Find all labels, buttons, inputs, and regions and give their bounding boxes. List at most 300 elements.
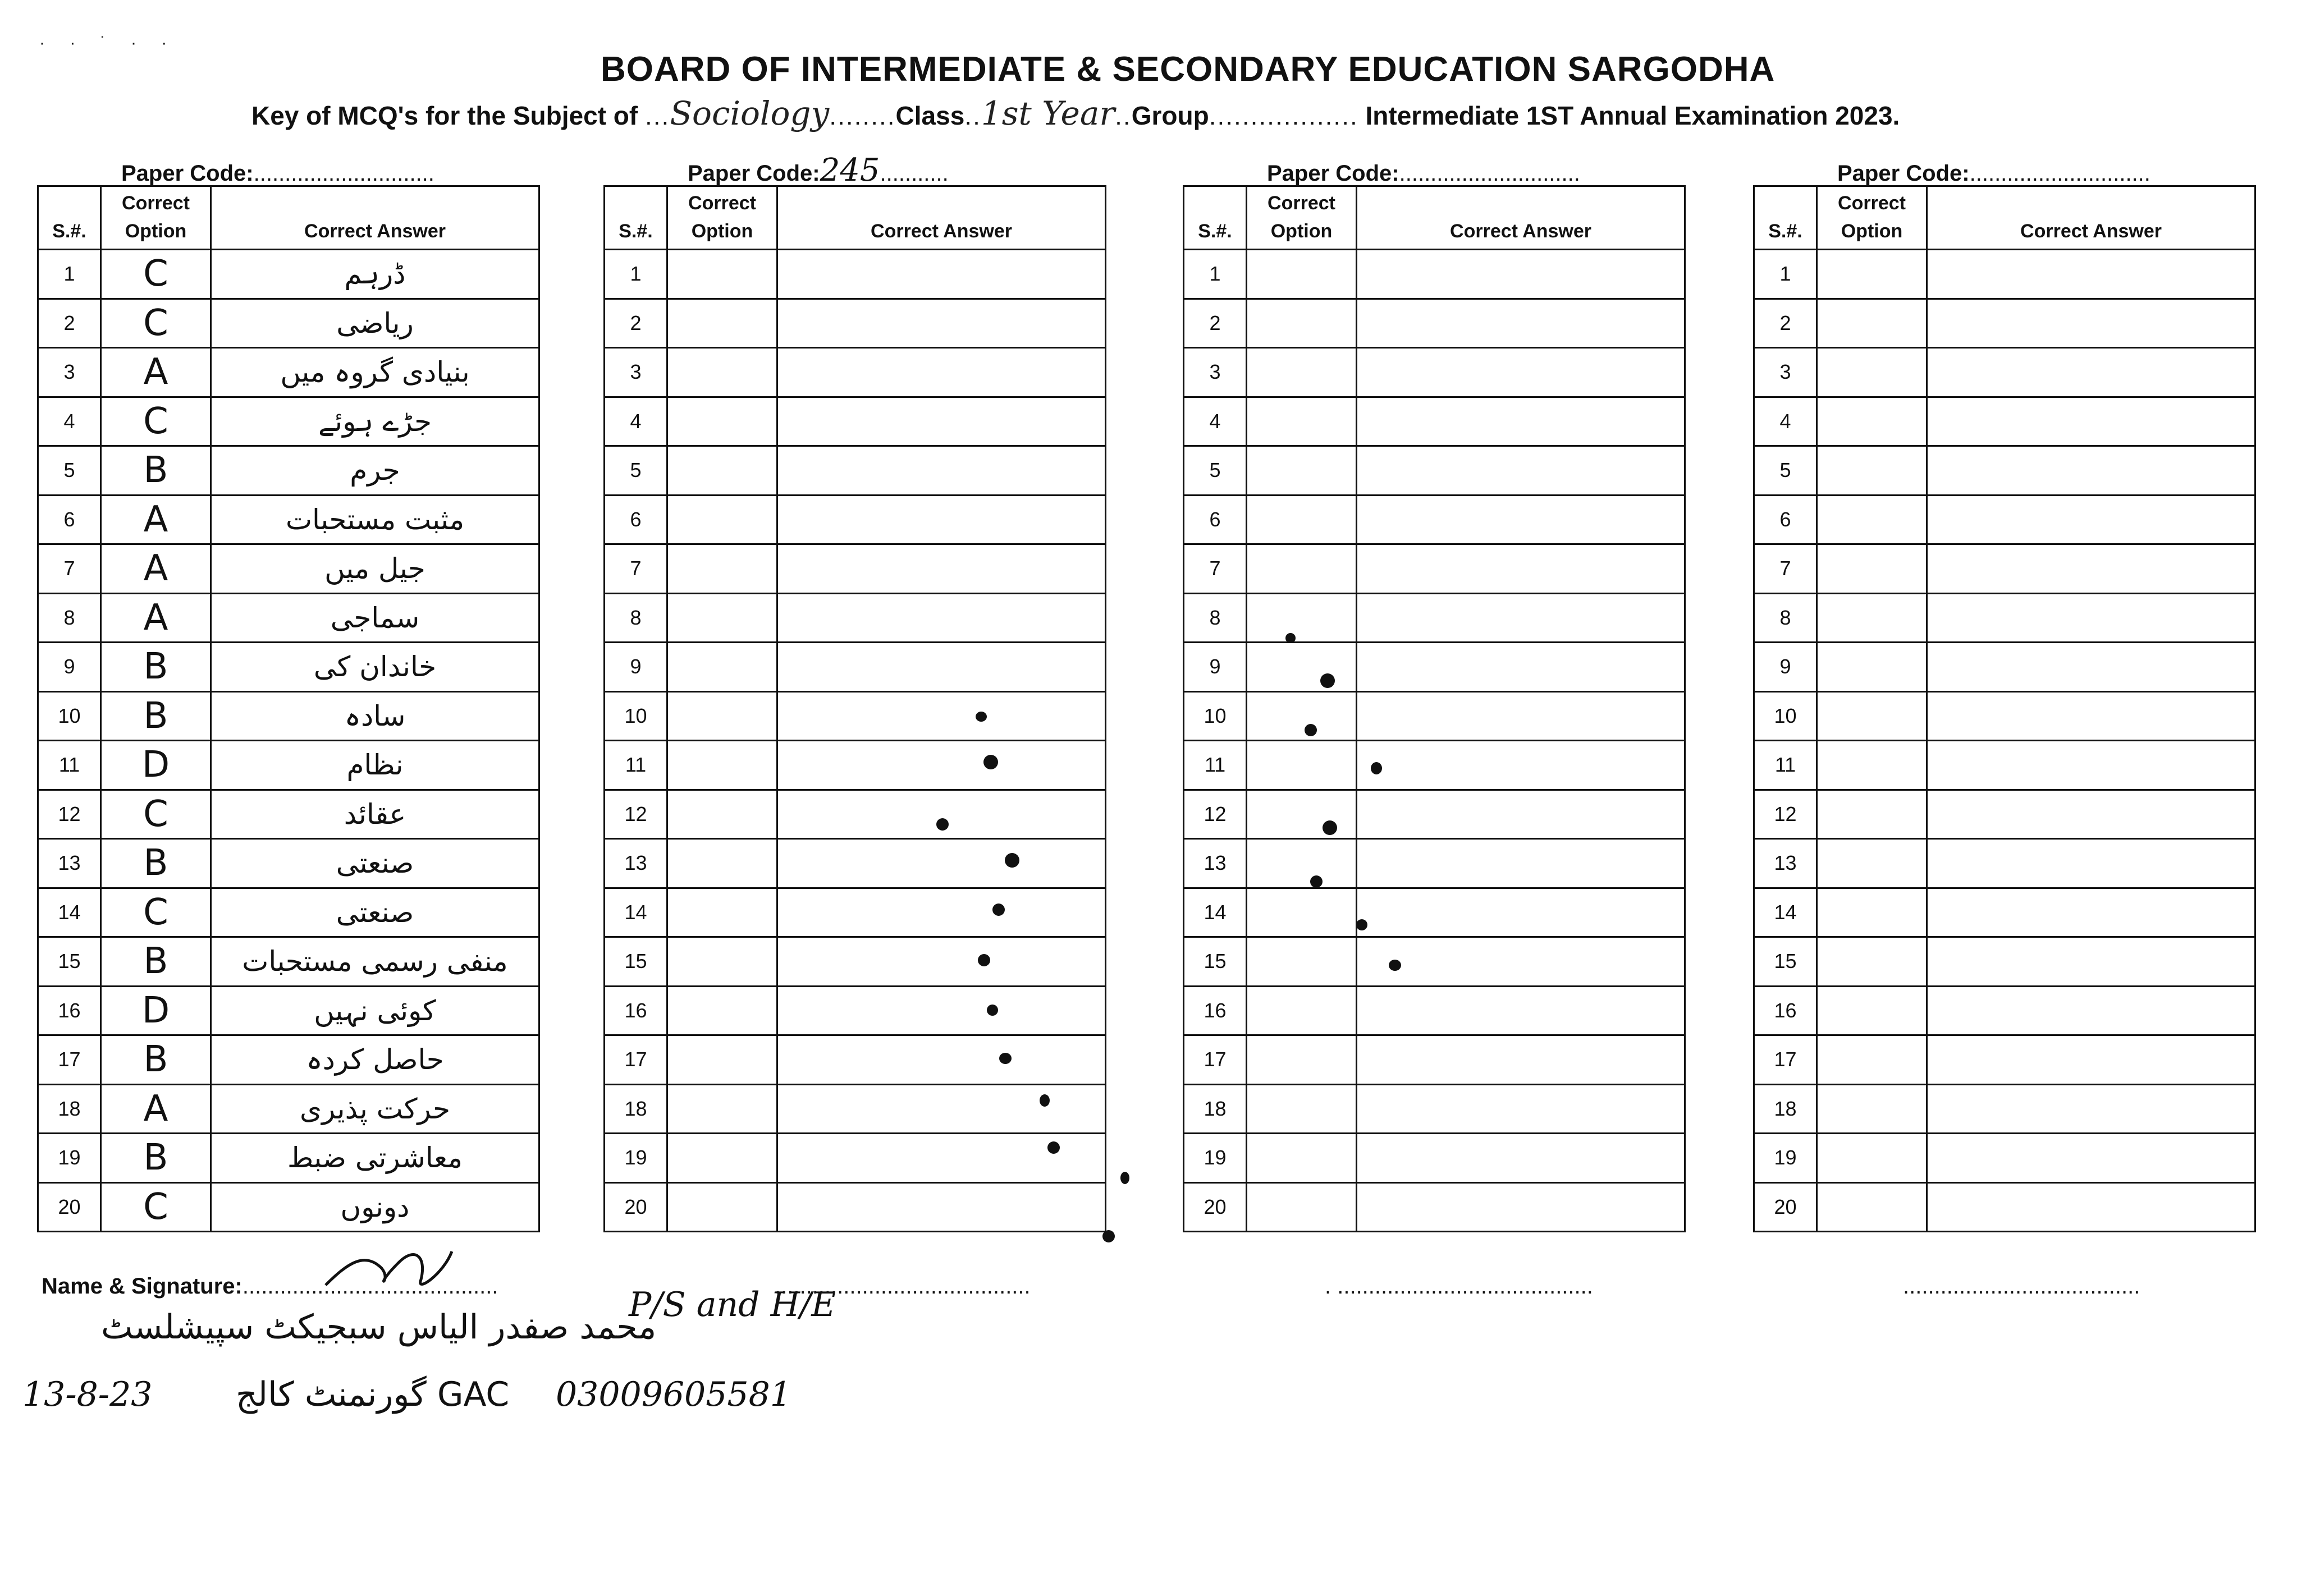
correct-answer-cell xyxy=(777,397,1106,446)
table-row xyxy=(38,643,539,692)
table-row xyxy=(605,495,1106,544)
correct-option-cell xyxy=(1817,250,1927,299)
answer-key-block-4 xyxy=(1753,156,2256,1232)
correct-answer-cell xyxy=(1357,397,1685,446)
correct-answer-cell xyxy=(1357,446,1685,496)
correct-answer-cell: سادہ xyxy=(211,691,539,741)
serial-number-cell: 10 xyxy=(1184,691,1247,741)
table-row xyxy=(605,1134,1106,1183)
table-row xyxy=(38,1134,539,1183)
correct-option-cell xyxy=(1247,348,1357,397)
correct-option-cell xyxy=(667,839,777,888)
correct-option-cell xyxy=(1247,691,1357,741)
correct-option-cell xyxy=(1817,643,1927,692)
serial-number-cell: 19 xyxy=(605,1134,667,1183)
table-row xyxy=(1754,250,2255,299)
urdu-name-note: محمد صفدر الیاس سبجیکٹ سپیشلسٹ xyxy=(101,1308,657,1347)
correct-answer-cell xyxy=(1357,250,1685,299)
table-row xyxy=(1184,643,1685,692)
correct-option-cell xyxy=(1247,937,1357,987)
correct-answer-cell xyxy=(1927,250,2255,299)
table-row xyxy=(1184,299,1685,348)
serial-number-cell: 16 xyxy=(1184,986,1247,1035)
table-row xyxy=(605,790,1106,839)
table-row xyxy=(1754,790,2255,839)
correct-answer-cell xyxy=(1927,1084,2255,1134)
correct-option-cell: D xyxy=(101,986,211,1035)
correct-answer-cell xyxy=(777,544,1106,594)
correct-answer-cell: دونوں xyxy=(211,1182,539,1232)
correct-option-cell: C xyxy=(101,888,211,937)
serial-number-cell: 13 xyxy=(605,839,667,888)
correct-answer-cell: حاصل کردہ xyxy=(211,1035,539,1085)
correct-answer-cell xyxy=(777,839,1106,888)
table-row xyxy=(605,1084,1106,1134)
serial-number-cell: 15 xyxy=(605,937,667,987)
correct-option-cell xyxy=(1817,593,1927,643)
sn-header: S.#. xyxy=(38,186,101,250)
option-header: Correct Option xyxy=(667,186,777,250)
table-row xyxy=(1184,986,1685,1035)
table-row xyxy=(605,593,1106,643)
correct-option-cell xyxy=(1817,888,1927,937)
serial-number-cell: 13 xyxy=(1754,839,1817,888)
serial-number-cell: 20 xyxy=(605,1182,667,1232)
correct-answer-cell xyxy=(1357,937,1685,987)
correct-answer-cell xyxy=(1927,593,2255,643)
option-header: Correct Option xyxy=(1247,186,1357,250)
correct-option-cell xyxy=(1247,544,1357,594)
correct-option-cell: A xyxy=(101,495,211,544)
correct-option-cell: C xyxy=(101,299,211,348)
answer-key-table xyxy=(1183,185,1686,1232)
correct-answer-cell: صنعتی xyxy=(211,839,539,888)
correct-answer-cell: ریاضی xyxy=(211,299,539,348)
correct-answer-cell xyxy=(1927,1035,2255,1085)
table-row xyxy=(1184,544,1685,594)
table-row xyxy=(1754,1134,2255,1183)
table-row xyxy=(1754,1084,2255,1134)
correct-option-cell xyxy=(1247,397,1357,446)
serial-number-cell: 19 xyxy=(1754,1134,1817,1183)
ink-blot xyxy=(978,954,990,966)
serial-number-cell: 10 xyxy=(605,691,667,741)
correct-option-cell xyxy=(1817,348,1927,397)
serial-number-cell: 18 xyxy=(605,1084,667,1134)
table-row xyxy=(1184,888,1685,937)
correct-option-cell xyxy=(1817,1084,1927,1134)
answer-header: Correct Answer xyxy=(777,186,1106,250)
serial-number-cell: 18 xyxy=(38,1084,101,1134)
correct-answer-cell xyxy=(1357,1134,1685,1183)
table-row xyxy=(38,397,539,446)
serial-number-cell: 8 xyxy=(1184,593,1247,643)
correct-answer-cell xyxy=(1927,1182,2255,1232)
serial-number-cell: 15 xyxy=(1754,937,1817,987)
serial-number-cell: 17 xyxy=(38,1035,101,1085)
table-row xyxy=(38,937,539,987)
correct-answer-cell xyxy=(1927,839,2255,888)
table-row xyxy=(1184,1134,1685,1183)
table-row xyxy=(1184,1182,1685,1232)
correct-option-cell xyxy=(667,446,777,496)
correct-option-cell: C xyxy=(101,250,211,299)
correct-answer-cell: نظام xyxy=(211,741,539,790)
ink-blot xyxy=(1285,633,1296,643)
serial-number-cell: 17 xyxy=(1184,1035,1247,1085)
correct-answer-cell xyxy=(1357,986,1685,1035)
serial-number-cell: 4 xyxy=(1754,397,1817,446)
signature-line-4: ...................................... xyxy=(1903,1274,2140,1299)
subject-value: Sociology xyxy=(670,94,830,132)
correct-option-cell xyxy=(1247,1035,1357,1085)
correct-answer-cell xyxy=(777,790,1106,839)
ink-blot xyxy=(1389,960,1401,971)
ink-blot xyxy=(1323,820,1337,835)
serial-number-cell: 4 xyxy=(1184,397,1247,446)
ink-blot xyxy=(1356,919,1367,930)
correct-answer-cell xyxy=(1357,1182,1685,1232)
correct-option-cell xyxy=(1817,839,1927,888)
correct-answer-cell: مثبت مستحبات xyxy=(211,495,539,544)
table-row xyxy=(1754,691,2255,741)
correct-answer-cell: جیل میں xyxy=(211,544,539,594)
correct-answer-cell xyxy=(777,986,1106,1035)
correct-option-cell xyxy=(667,397,777,446)
correct-answer-cell xyxy=(777,937,1106,987)
correct-answer-cell xyxy=(777,299,1106,348)
ink-blot xyxy=(1040,1094,1050,1107)
serial-number-cell: 12 xyxy=(38,790,101,839)
correct-option-cell xyxy=(1817,1035,1927,1085)
serial-number-cell: 11 xyxy=(605,741,667,790)
table-row xyxy=(1754,1035,2255,1085)
ink-blot xyxy=(1371,762,1382,774)
serial-number-cell: 7 xyxy=(1754,544,1817,594)
correct-answer-cell: معاشرتی ضبط xyxy=(211,1134,539,1183)
correct-answer-cell xyxy=(1357,888,1685,937)
correct-option-cell xyxy=(667,299,777,348)
table-row xyxy=(1184,348,1685,397)
table-row xyxy=(1184,495,1685,544)
table-row xyxy=(1184,790,1685,839)
correct-answer-cell xyxy=(1927,348,2255,397)
serial-number-cell: 3 xyxy=(38,348,101,397)
serial-number-cell: 13 xyxy=(1184,839,1247,888)
class-label: Class xyxy=(895,101,965,130)
correct-option-cell xyxy=(667,937,777,987)
correct-option-cell: B xyxy=(101,937,211,987)
correct-answer-cell xyxy=(1927,544,2255,594)
serial-number-cell: 6 xyxy=(38,495,101,544)
correct-option-cell xyxy=(1817,986,1927,1035)
serial-number-cell: 13 xyxy=(38,839,101,888)
table-row xyxy=(38,593,539,643)
serial-number-cell: 16 xyxy=(1754,986,1817,1035)
correct-answer-cell: کوئی نہیں xyxy=(211,986,539,1035)
correct-answer-cell: صنعتی xyxy=(211,888,539,937)
correct-answer-cell xyxy=(1927,446,2255,496)
serial-number-cell: 14 xyxy=(38,888,101,937)
correct-option-cell xyxy=(1817,544,1927,594)
correct-answer-cell xyxy=(1357,348,1685,397)
serial-number-cell: 7 xyxy=(1184,544,1247,594)
correct-answer-cell xyxy=(1927,299,2255,348)
correct-option-cell: A xyxy=(101,348,211,397)
table-row xyxy=(1754,593,2255,643)
correct-option-cell: C xyxy=(101,790,211,839)
paper-code: Paper Code:............................. xyxy=(1837,161,2150,186)
serial-number-cell: 9 xyxy=(38,643,101,692)
table-row xyxy=(38,790,539,839)
signature-line-2: ......................................... xyxy=(775,1274,1031,1299)
table-row xyxy=(38,741,539,790)
serial-number-cell: 4 xyxy=(605,397,667,446)
table-row xyxy=(1754,937,2255,987)
serial-number-cell: 18 xyxy=(1184,1084,1247,1134)
table-row xyxy=(1184,937,1685,987)
ps-note: P/S and H/E xyxy=(629,1285,836,1324)
option-header: Correct Option xyxy=(1817,186,1927,250)
correct-option-cell: B xyxy=(101,1035,211,1085)
ink-blot xyxy=(1005,853,1019,868)
correct-answer-cell xyxy=(1927,888,2255,937)
ink-blot xyxy=(1047,1141,1060,1154)
correct-option-cell xyxy=(1247,593,1357,643)
table-row xyxy=(38,1182,539,1232)
serial-number-cell: 15 xyxy=(1184,937,1247,987)
table-row xyxy=(1754,299,2255,348)
serial-number-cell: 14 xyxy=(1184,888,1247,937)
class-value: 1st Year xyxy=(981,94,1115,132)
ink-blot xyxy=(1305,724,1317,736)
serial-number-cell: 2 xyxy=(38,299,101,348)
answer-header: Correct Answer xyxy=(1927,186,2255,250)
table-row xyxy=(1184,1084,1685,1134)
phone-note: 03009605581 xyxy=(556,1375,791,1414)
paper-code: Paper Code:............................. xyxy=(1267,161,1580,186)
correct-option-cell xyxy=(667,544,777,594)
correct-option-cell xyxy=(1247,446,1357,496)
serial-number-cell: 16 xyxy=(38,986,101,1035)
college-note: گورنمنٹ کالج GAC xyxy=(236,1375,510,1414)
ink-blot xyxy=(1102,1230,1115,1242)
serial-number-cell: 16 xyxy=(605,986,667,1035)
serial-number-cell: 6 xyxy=(605,495,667,544)
serial-number-cell: 17 xyxy=(1754,1035,1817,1085)
answer-key-table xyxy=(603,185,1106,1232)
table-row xyxy=(1754,643,2255,692)
serial-number-cell: 5 xyxy=(1754,446,1817,496)
name-signature-line: Name & Signature:......................................... xyxy=(42,1274,498,1299)
table-row xyxy=(38,544,539,594)
correct-answer-cell xyxy=(777,1035,1106,1085)
serial-number-cell: 12 xyxy=(605,790,667,839)
key-label: Key of MCQ's for the Subject of xyxy=(251,101,638,130)
ink-blot xyxy=(987,1005,998,1016)
serial-number-cell: 6 xyxy=(1754,495,1817,544)
serial-number-cell: 7 xyxy=(38,544,101,594)
correct-option-cell xyxy=(1247,741,1357,790)
correct-option-cell xyxy=(1247,250,1357,299)
serial-number-cell: 20 xyxy=(1184,1182,1247,1232)
table-row xyxy=(605,250,1106,299)
correct-option-cell xyxy=(667,691,777,741)
serial-number-cell: 19 xyxy=(1184,1134,1247,1183)
serial-number-cell: 3 xyxy=(1754,348,1817,397)
serial-number-cell: 17 xyxy=(605,1035,667,1085)
answer-header: Correct Answer xyxy=(211,186,539,250)
correct-option-cell: B xyxy=(101,1134,211,1183)
correct-option-cell xyxy=(1247,1182,1357,1232)
correct-answer-cell: خاندان کی xyxy=(211,643,539,692)
serial-number-cell: 12 xyxy=(1184,790,1247,839)
table-row xyxy=(1754,446,2255,496)
correct-answer-cell xyxy=(1357,544,1685,594)
correct-option-cell xyxy=(667,741,777,790)
correct-answer-cell xyxy=(777,446,1106,496)
correct-option-cell xyxy=(667,593,777,643)
correct-option-cell: A xyxy=(101,593,211,643)
correct-option-cell xyxy=(667,495,777,544)
date-note: 13-8-23 xyxy=(22,1375,153,1414)
correct-answer-cell: سماجی xyxy=(211,593,539,643)
correct-option-cell xyxy=(1817,397,1927,446)
serial-number-cell: 9 xyxy=(1754,643,1817,692)
ink-blot xyxy=(1320,673,1335,688)
correct-option-cell xyxy=(1817,495,1927,544)
option-header: Correct Option xyxy=(101,186,211,250)
correct-option-cell xyxy=(1247,790,1357,839)
table-row xyxy=(38,888,539,937)
sn-header: S.#. xyxy=(1184,186,1247,250)
ink-blot xyxy=(936,818,949,831)
table-row xyxy=(1184,446,1685,496)
exam-subtitle: Key of MCQ's for the Subject of ...Sociology........Class..1st Year..Group.................. Intermediate 1ST Annual Examination 2023. xyxy=(251,94,1900,132)
correct-answer-cell xyxy=(777,1134,1106,1183)
serial-number-cell: 5 xyxy=(38,446,101,496)
answer-key-block-2 xyxy=(603,152,1106,1232)
serial-number-cell: 11 xyxy=(1754,741,1817,790)
correct-option-cell xyxy=(667,643,777,692)
correct-option-cell xyxy=(1817,1134,1927,1183)
correct-answer-cell xyxy=(777,741,1106,790)
serial-number-cell: 7 xyxy=(605,544,667,594)
serial-number-cell: 3 xyxy=(605,348,667,397)
correct-answer-cell xyxy=(777,348,1106,397)
correct-option-cell xyxy=(1817,1182,1927,1232)
table-row xyxy=(605,741,1106,790)
correct-answer-cell xyxy=(1927,937,2255,987)
correct-option-cell xyxy=(1817,937,1927,987)
correct-option-cell xyxy=(1817,299,1927,348)
correct-option-cell xyxy=(1247,299,1357,348)
serial-number-cell: 8 xyxy=(38,593,101,643)
correct-answer-cell xyxy=(1357,593,1685,643)
table-row xyxy=(38,691,539,741)
serial-number-cell: 1 xyxy=(38,250,101,299)
answer-key-table xyxy=(1753,185,2256,1232)
correct-answer-cell xyxy=(1357,691,1685,741)
serial-number-cell: 8 xyxy=(605,593,667,643)
correct-answer-cell xyxy=(777,250,1106,299)
correct-option-cell: D xyxy=(101,741,211,790)
correct-answer-cell xyxy=(1357,790,1685,839)
serial-number-cell: 5 xyxy=(1184,446,1247,496)
table-row xyxy=(605,397,1106,446)
signature-scribble xyxy=(314,1229,460,1302)
correct-option-cell xyxy=(1247,839,1357,888)
table-row xyxy=(38,1084,539,1134)
exam-label: Intermediate 1ST Annual Examination 2023. xyxy=(1365,101,1900,130)
correct-answer-cell xyxy=(777,643,1106,692)
ink-blot xyxy=(1310,875,1323,888)
ink-blot xyxy=(983,755,998,769)
table-row xyxy=(38,299,539,348)
correct-option-cell xyxy=(667,250,777,299)
serial-number-cell: 3 xyxy=(1184,348,1247,397)
table-row xyxy=(605,1035,1106,1085)
correct-answer-cell xyxy=(1357,741,1685,790)
correct-answer-cell: بنیادی گروہ میں xyxy=(211,348,539,397)
table-row xyxy=(605,839,1106,888)
table-row xyxy=(605,937,1106,987)
serial-number-cell: 4 xyxy=(38,397,101,446)
correct-option-cell xyxy=(1817,790,1927,839)
correct-option-cell: A xyxy=(101,1084,211,1134)
table-row xyxy=(38,348,539,397)
table-row xyxy=(38,839,539,888)
serial-number-cell: 9 xyxy=(605,643,667,692)
correct-option-cell xyxy=(667,1035,777,1085)
correct-option-cell xyxy=(667,1134,777,1183)
correct-answer-cell xyxy=(1927,790,2255,839)
correct-answer-cell xyxy=(777,1084,1106,1134)
correct-option-cell xyxy=(1247,1084,1357,1134)
correct-answer-cell xyxy=(1927,741,2255,790)
signature-line-3: . ......................................... xyxy=(1325,1274,1593,1299)
table-row xyxy=(1184,1035,1685,1085)
correct-answer-cell xyxy=(1357,1035,1685,1085)
serial-number-cell: 5 xyxy=(605,446,667,496)
table-row xyxy=(1754,397,2255,446)
serial-number-cell: 10 xyxy=(38,691,101,741)
correct-answer-cell xyxy=(777,495,1106,544)
correct-answer-cell xyxy=(777,888,1106,937)
serial-number-cell: 14 xyxy=(605,888,667,937)
table-row xyxy=(605,691,1106,741)
correct-answer-cell xyxy=(777,691,1106,741)
correct-option-cell: B xyxy=(101,446,211,496)
correct-option-cell xyxy=(667,888,777,937)
table-row xyxy=(605,1182,1106,1232)
group-label: Group xyxy=(1131,101,1209,130)
serial-number-cell: 20 xyxy=(1754,1182,1817,1232)
table-row xyxy=(38,446,539,496)
answer-header: Correct Answer xyxy=(1357,186,1685,250)
table-row xyxy=(1754,839,2255,888)
table-row xyxy=(1754,1182,2255,1232)
serial-number-cell: 15 xyxy=(38,937,101,987)
ink-blot xyxy=(999,1053,1012,1064)
correct-answer-cell: منفی رسمی مستحبات xyxy=(211,937,539,987)
table-row xyxy=(605,544,1106,594)
correct-answer-cell xyxy=(777,593,1106,643)
correct-option-cell: B xyxy=(101,839,211,888)
scan-specks: · · ˙ · · xyxy=(39,34,177,52)
correct-option-cell: C xyxy=(101,397,211,446)
serial-number-cell: 8 xyxy=(1754,593,1817,643)
